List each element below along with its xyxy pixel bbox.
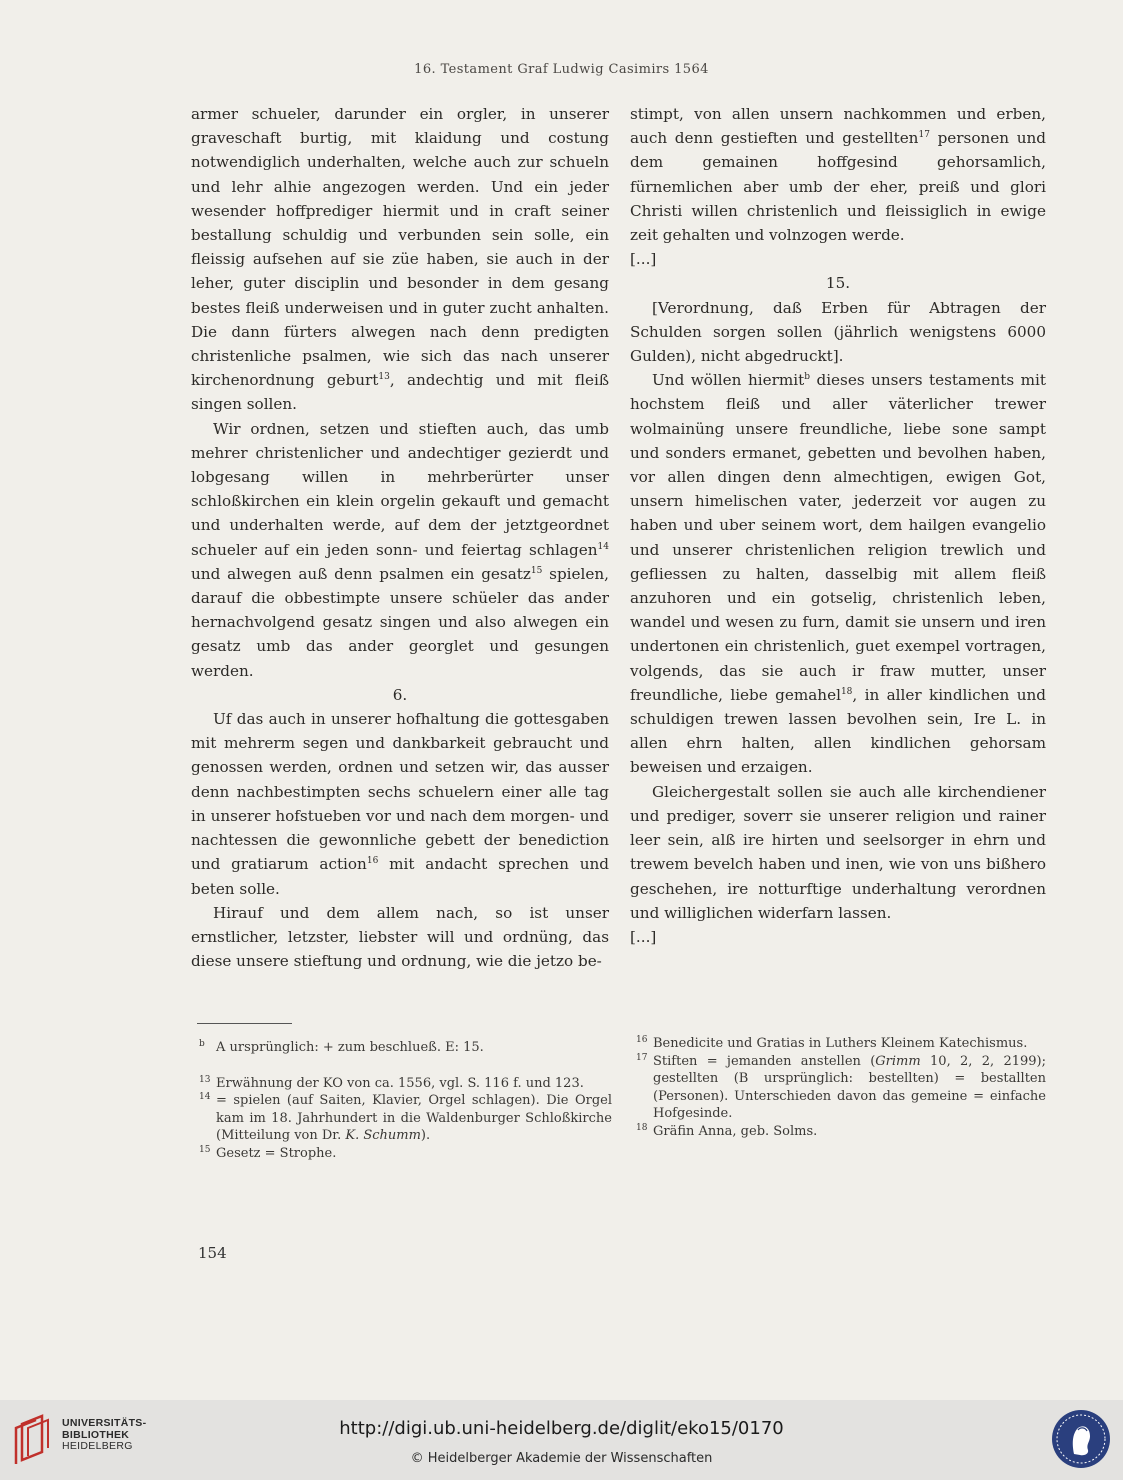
footnotes-left (199, 1039, 612, 1162)
footnote: 17 Stiften = jemanden anstellen (Grimm 10, 2, 2, 2199); gestellten (B ursprünglich: bestellten) = bestallten (Personen). Unterschieden davon das gemeine = einfache Hofgesinde. (636, 1052, 1046, 1121)
running-head: 16. Testament Graf Ludwig Casimirs 1564 (414, 62, 709, 77)
footnote-ref[interactable]: 15 (530, 565, 543, 576)
footnote: 14 = spielen (auf Saiten, Klavier, Orgel schlagen). Die Orgel kam im 18. Jahrhundert in die Waldenburger Schloßkirche (Mitteilung von Dr. K. Schumm). (199, 1092, 612, 1143)
paragraph: Hirauf und dem allem nach, so ist unser ernstlicher, letzster, liebster will und ordnüng, das diese unsere stieftung und ordnung, wie die jetzo be- (191, 903, 609, 971)
library-name: UNIVERSITÄTS- BIBLIOTHEK HEIDELBERG (62, 1417, 147, 1452)
footnote: 16 Benedicite und Gratias in Luthers Kleinem Katechismus. (636, 1035, 1028, 1051)
academy-seal-icon[interactable] (1050, 1408, 1112, 1470)
footnote-ref[interactable]: b (804, 372, 810, 383)
page-number: 154 (198, 1244, 227, 1262)
paragraph: armer schueler, darunder ein orgler, in unserer graveschaft burtig, mit klaidung und costung notwendiglich underhalten, welche auch zur schueln und lehr alhie angezogen werden. Und ein jeder wesender hoffprediger hiermit und in craft seiner bestallung schuldig und verbunden sein solle, ein fleissig aufsehen auf sie züe haben, sie auch in der leher, guter disciplin und besonder in dem gesang bestes fleiß underweisen und in guter zucht anhalten. Die dann fürters alwegen nach denn predigten christenliche psalmen, wie sich das nach unserer kirchenordnung geburt$^{13}$, andechtig und mit fleiß singen sollen. (191, 105, 609, 414)
paragraph: Gleichergestalt sollen sie auch alle kirchendiener und prediger, soverr sie unserer religion und rainer leer sein, alß ire hirten und seelsorger in ehrn und trewem bevelch haben und inen, wie von uns bißhero geschehen, ire notturftige underhaltung verordnen und williglichen widerfarn lassen. (630, 782, 1046, 922)
omission-marker: [...] (630, 250, 657, 269)
footnote-ref[interactable]: 16 (366, 856, 379, 867)
paragraph: stimpt, von allen unsern nachkommen und erben, auch denn gestieften und gestellten$^{17}$ personen und dem gemainen hoffgesind gehorsamlich, fürnemlichen aber umb der eher, preiß und glori Christi willen christenlich und fleissiglich in ewige zeit gehalten und volnzogen werde. (630, 105, 1046, 245)
editorial-note: [Verordnung, daß Erben für Abtragen der Schulden sorgen sollen (jährlich wenigstens 6000 Gulden), nicht abgedruckt]. (630, 298, 1046, 366)
left-text-column (191, 102, 609, 973)
paragraph: Wir ordnen, setzen und stieften auch, das umb mehrer christenlicher und andechtiger gezierdt und lobgesang willen in mehrberürter unser schloßkirchen ein klein orgelin gekauft und gemacht und underhalten werde, auf dem der jetztgeordnet schueler auf ein jeden sonn- und feiertag schlagen$^{14}$ und alwegen auß denn psalmen ein gesatz$^{15}$ spielen, darauf die obbestimpte unsere schüeler das ander hernachvolgend gesatz singen und also alwegen ein gesatz umb das ander georglet und gesungen werden. (191, 419, 609, 680)
footnote: 18 Gräfin Anna, geb. Solms. (636, 1122, 818, 1139)
footnote-ref[interactable]: 13 (378, 372, 390, 383)
section-number: 6. (392, 685, 408, 704)
footer-bar (0, 1400, 1123, 1480)
paragraph: Und wöllen hiermit$^b$ dieses unsers testaments mit hochstem fleiß und aller väterlicher trewer wolmainüng unsere freundliche, liebe sone sampt und sonders ermanet, gebetten und bevolhen haben, vor allen dingen denn almechtigen, ewigen Got, unsern himelischen vater, jederzeit vor augen zu haben und uber seinem wort, dem hailgen evangelio und unserer christenlichen religion trewlich und gefliessen zu halten, dasselbig mit allem fleiß anzuhoren und ein gotselig, christenlich leben, wandel und wesen zu furn, damit sie unsern und iren undertonen ein christenlich, guet exempel vortragen, volgends, das sie auch ir fraw mutter, unser freundliche, liebe gemahel$^{18}$, in aller kindlichen und schuldigen trewen lassen bevolhen sein, Ire L. in allen ehrn halten, allen kindlichen gehorsam beweisen und erzaigen. (630, 371, 1047, 777)
footnote: b A ursprünglich: + zum beschlueß. E: 15. (199, 1039, 484, 1055)
right-text-column (630, 102, 1046, 949)
footnote-divider (197, 1023, 292, 1024)
copyright-notice: © Heidelberger Akademie der Wissenschaften (410, 1451, 713, 1466)
footnote-ref[interactable]: 17 (918, 130, 930, 141)
omission-marker: [...] (630, 927, 657, 946)
footnote-ref[interactable]: 18 (840, 686, 853, 697)
footnote-ref[interactable]: 14 (597, 541, 609, 552)
section-number: 15. (825, 274, 851, 293)
paragraph: Uf das auch in unserer hofhaltung die gottesgaben mit mehrerm segen und dankbarkeit gebraucht und genossen werden, ordnen und setzen wir, das ausser denn nachbestimpten sechs schuelern einer alle tag in unserer hofstueben vor und nach dem morgen- und nachtessen die gewonnliche gebett der benediction und gratiarum action$^{16}$ mit andacht sprechen und beten solle. (191, 710, 609, 898)
footnotes-right (636, 1035, 1046, 1140)
footnote: 15 Gesetz = Strophe. (199, 1144, 337, 1161)
permalink-url[interactable]: http://digi.ub.uni-heidelberg.de/diglit/eko15/0170 (339, 1418, 784, 1439)
footnote: 13 Erwähnung der KO von ca. 1556, vgl. S. 116 f. und 123. (199, 1074, 584, 1091)
